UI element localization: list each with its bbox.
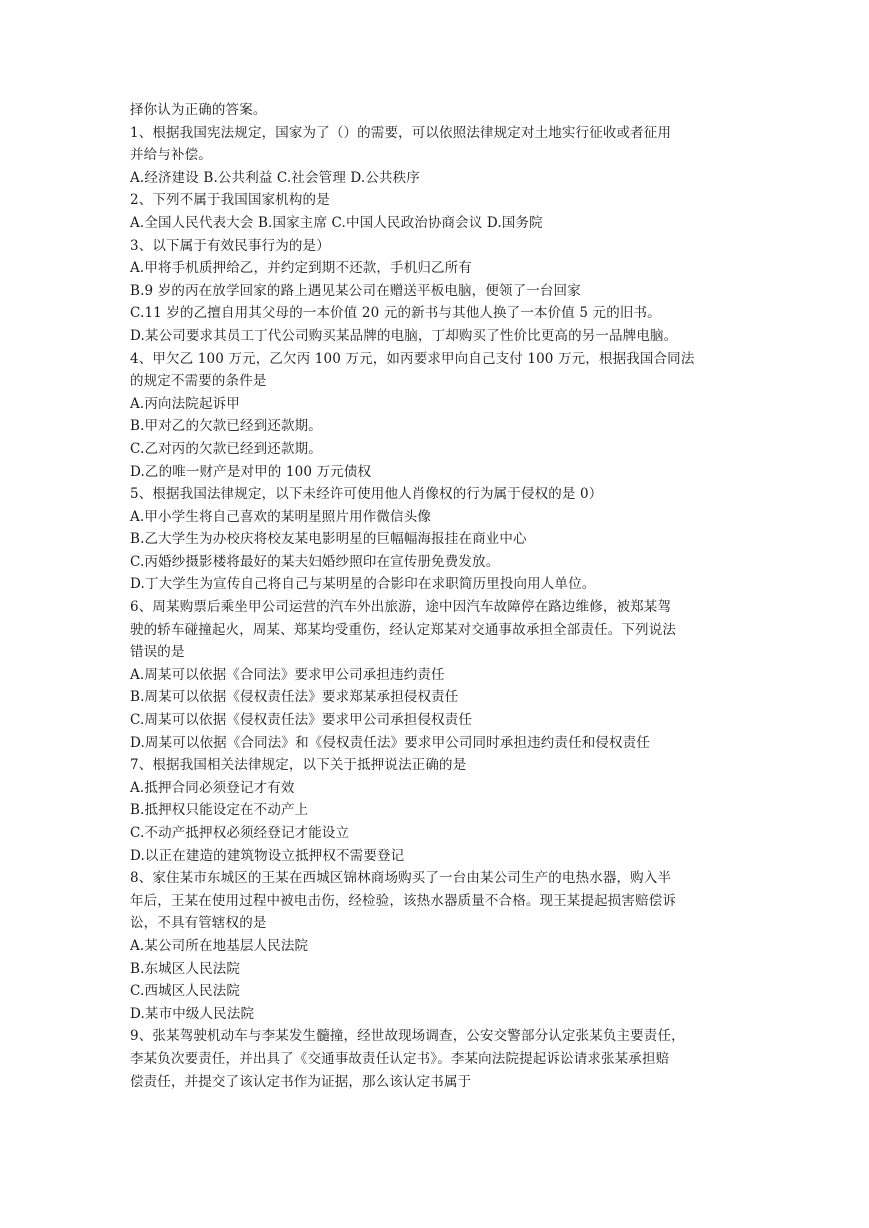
answer-option: A.全国人民代表大会 B.国家主席 C.中国人民政治协商会议 D.国务院: [130, 214, 543, 231]
answer-option: D.乙的唯一财产是对甲的 100 万元债权: [130, 463, 372, 480]
question-list: [130, 122, 750, 1094]
question-stem-line: 4、甲欠乙 100 万元，乙欠丙 100 万元，如丙要求甲向自己支付 100 万元，根据我国合同法: [130, 350, 695, 367]
answer-option: C.丙婚纱摄影楼将最好的某夫妇婚纱照印在宣传册免费发放。: [130, 553, 500, 570]
answer-option: C.不动产抵押权必须经登记才能设立: [130, 825, 350, 841]
question-4: [130, 348, 750, 484]
question-stem-line: 2、下列不属于我国国家机构的是: [130, 192, 330, 209]
question-stem-line: 的规定不需要的条件是: [130, 373, 267, 390]
answer-option: C.乙对丙的欠款已经到还款期。: [130, 440, 322, 457]
question-stem-line: 6、周某购票后乘坐甲公司运营的汽车外出旅游，途中因汽车故障停在路边维修，被郑某驾: [130, 599, 672, 616]
question-stem-line: 偿责任，并提交了该认定书作为证据，那么该认定书属于: [130, 1073, 472, 1090]
answer-option: D.周某可以依据《合同法》和《侵权责任法》要求甲公司同时承担违约责任和侵权责任: [130, 734, 650, 751]
question-5: [130, 483, 750, 596]
question-stem-line: 错误的是: [130, 644, 185, 661]
question-8: [130, 867, 750, 1025]
question-stem-line: 1、根据我国宪法规定，国家为了（）的需要，可以依照法律规定对土地实行征收或者征用: [130, 124, 672, 141]
answer-option: A.丙向法院起诉甲: [130, 395, 240, 412]
question-stem-line: 讼，不具有管辖权的是: [130, 915, 267, 932]
question-stem-line: 年后，王某在使用过程中被电击伤，经检验，该热水器质量不合格。现王某提起损害赔偿诉: [130, 892, 676, 909]
question-stem-line: 李某负次要责任，并出具了《交通事故责任认定书》。李某向法院提起诉讼请求张某承担赔: [130, 1050, 670, 1067]
answer-option: A.某公司所在地基层人民法院: [130, 937, 309, 954]
question-3: [130, 235, 750, 348]
answer-option: A.周某可以依据《合同法》要求甲公司承担违约责任: [130, 666, 445, 683]
answer-option: B.东城区人民法院: [130, 960, 241, 977]
question-1: [130, 122, 750, 190]
question-9: [130, 1025, 750, 1093]
answer-option: A.甲将手机质押给乙，并约定到期不还款，手机归乙所有: [130, 260, 472, 277]
question-2: [130, 189, 750, 234]
question-stem-line: 8、家住某市东城区的王某在西城区锦林商场购买了一台由某公司生产的电热水器，购入半: [130, 870, 672, 887]
answer-option: A.抵押合同必须登记才有效: [130, 779, 295, 796]
answer-option: B.9 岁的丙在放学回家的路上遇见某公司在赠送平板电脑，便领了一台回家: [130, 282, 581, 299]
question-stem-line: 9、张某驾驶机动车与李某发生髓撞，经世故现场调查，公安交警部分认定张某负主要责任，: [130, 1028, 685, 1045]
question-stem-line: 并给与补偿。: [130, 147, 212, 164]
answer-option: A.经济建设 B.公共利益 C.社会管理 D.公共秩序: [130, 169, 420, 186]
question-7: [130, 754, 750, 867]
answer-option: B.乙大学生为办校庆将校友某电影明星的巨幅幅海报挂在商业中心: [130, 531, 527, 548]
intro-text: 择你认为正确的答案。: [130, 102, 267, 118]
answer-option: C.周某可以依据《侵权责任法》要求甲公司承担侵权责任: [130, 712, 473, 729]
document-page: [130, 99, 750, 1093]
answer-option: B.抵押权只能设定在不动产上: [130, 802, 309, 819]
question-stem-line: 5、根据我国法律规定，以下未经许可使用他人肖像权的行为属于侵权的是 0）: [130, 486, 603, 503]
question-stem-line: 3、以下属于有效民事行为的是）: [130, 237, 330, 254]
answer-option: D.某市中级人民法院: [130, 1005, 255, 1022]
answer-option: B.甲对乙的欠款已经到还款期。: [130, 418, 322, 435]
answer-option: C.西城区人民法院: [130, 983, 240, 1000]
answer-option: D.某公司要求其员工丁代公司购买某品牌的电脑，丁却购买了性价比更高的另一品牌电脑。: [130, 327, 678, 344]
answer-option: C.11 岁的乙擅自用其父母的一本价值 20 元的新书与其他人换了一本价值 5 元的旧书。: [130, 305, 661, 322]
answer-option: A.甲小学生将自己喜欢的某明星照片用作微信头像: [130, 508, 431, 525]
answer-option: B.周某可以依据《侵权责任法》要求郑某承担侵权责任: [130, 689, 459, 706]
question-stem-line: 驶的轿车碰撞起火，周某、郑某均受重伤，经认定郑某对交通事故承担全部责任。下列说法: [130, 621, 676, 638]
question-6: [130, 596, 750, 754]
answer-option: D.以正在建造的建筑物设立抵押权不需要登记: [130, 847, 405, 864]
question-stem-line: 7、根据我国相关法律规定，以下关于抵押说法正确的是: [130, 757, 467, 774]
answer-option: D.丁大学生为宣传自己将自己与某明星的合影印在求职简历里投向用人单位。: [130, 576, 596, 593]
